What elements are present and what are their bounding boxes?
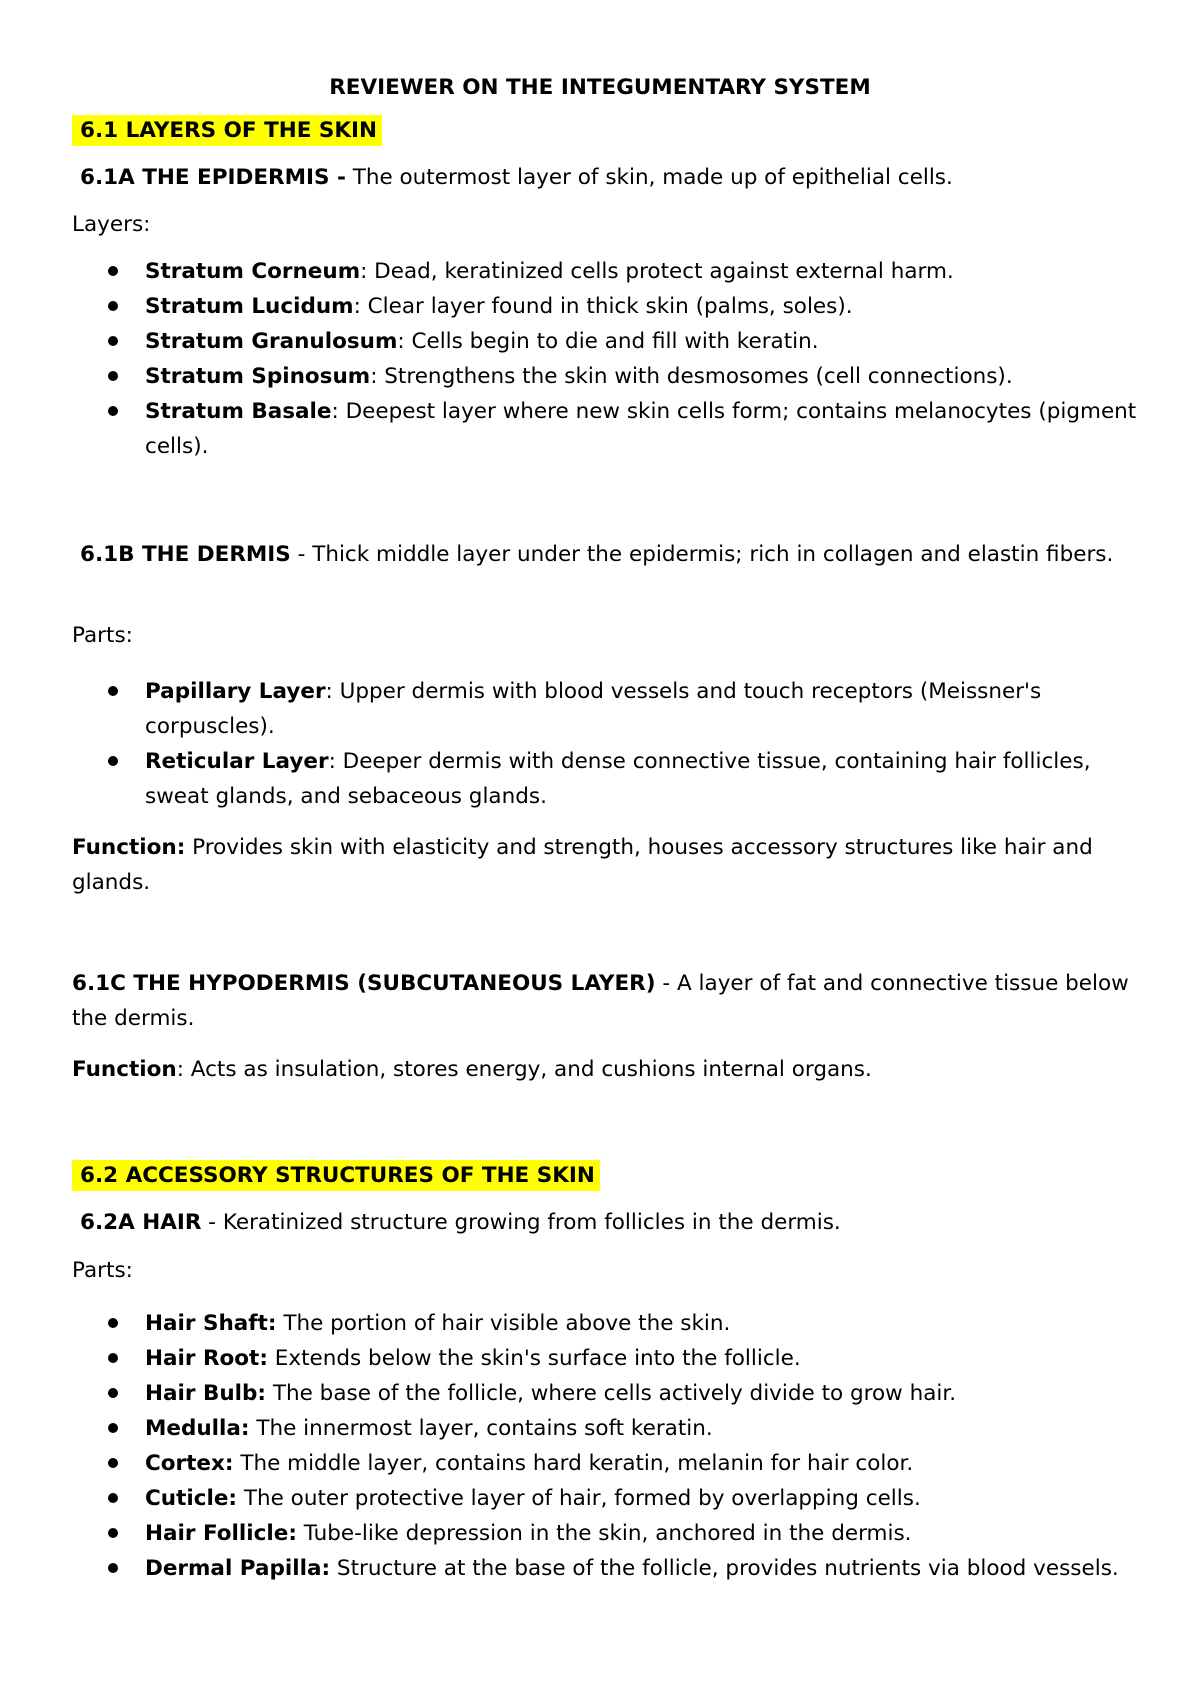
bullet-icon bbox=[108, 1353, 118, 1363]
highlighted-heading: 6.2 ACCESSORY STRUCTURES OF THE SKIN bbox=[72, 1160, 600, 1191]
list-item bbox=[0, 1306, 1140, 1341]
definition: Extends below the skin's surface into the follicle. bbox=[267, 1346, 801, 1371]
bullet-icon bbox=[108, 1528, 118, 1538]
function-text: : Acts as insulation, stores energy, and cushions internal organs. bbox=[176, 1057, 872, 1082]
bullet-icon bbox=[108, 1493, 118, 1503]
function-label: Function: bbox=[72, 835, 186, 860]
definition: : Upper dermis with blood vessels and touch receptors (Meissner's corpuscles). bbox=[145, 679, 1042, 739]
list-item bbox=[0, 394, 1140, 464]
parts-label: Parts: bbox=[72, 1258, 133, 1283]
section-heading-6-2 bbox=[72, 1158, 1132, 1193]
term: Stratum Spinosum bbox=[145, 364, 371, 389]
definition: : Deeper dermis with dense connective tissue, containing hair follicles, sweat glands, and sebaceous glands. bbox=[145, 749, 1091, 809]
bullet-icon bbox=[108, 336, 118, 346]
hair-description: - Keratinized structure growing from follicles in the dermis. bbox=[201, 1210, 841, 1235]
document-title: REVIEWER ON THE INTEGUMENTARY SYSTEM bbox=[329, 75, 871, 100]
bullet-icon bbox=[108, 756, 118, 766]
list-item bbox=[0, 1516, 1140, 1551]
hypodermis-title: 6.1C THE HYPODERMIS (SUBCUTANEOUS LAYER) bbox=[72, 971, 656, 996]
hypodermis-description: - A layer of fat and connective tissue below the dermis. bbox=[72, 971, 1129, 1031]
list-item bbox=[0, 1481, 1140, 1516]
definition: Structure at the base of the follicle, provides nutrients via blood vessels. bbox=[330, 1556, 1119, 1581]
dermis-parts-list bbox=[0, 674, 1140, 814]
bullet-icon bbox=[108, 1563, 118, 1573]
term: Stratum Lucidum bbox=[145, 294, 354, 319]
hypodermis-function bbox=[72, 1052, 1132, 1087]
term: Cortex: bbox=[145, 1451, 234, 1476]
bullet-icon bbox=[108, 371, 118, 381]
term: Medulla: bbox=[145, 1416, 250, 1441]
definition: The middle layer, contains hard keratin, melanin for hair color. bbox=[233, 1451, 914, 1476]
dermis-function bbox=[72, 830, 1132, 900]
epidermis-heading bbox=[72, 160, 1140, 195]
function-label: Function bbox=[72, 1057, 177, 1082]
definition: The innermost layer, contains soft keratin. bbox=[249, 1416, 713, 1441]
epidermis-layers-list bbox=[0, 254, 1140, 464]
term: Hair Shaft: bbox=[145, 1311, 277, 1336]
dermis-description: - Thick middle layer under the epidermis; rich in collagen and elastin fibers. bbox=[290, 542, 1114, 567]
hair-parts-list bbox=[0, 1306, 1140, 1586]
list-item bbox=[0, 324, 1140, 359]
term: Stratum Corneum bbox=[145, 259, 361, 284]
term: Hair Root: bbox=[145, 1346, 268, 1371]
parts-label: Parts: bbox=[72, 623, 133, 648]
definition: : Clear layer found in thick skin (palms, soles). bbox=[353, 294, 853, 319]
term: Hair Follicle: bbox=[145, 1521, 297, 1546]
bullet-icon bbox=[108, 1423, 118, 1433]
bullet-icon bbox=[108, 686, 118, 696]
list-item bbox=[0, 1551, 1140, 1586]
bullet-icon bbox=[108, 1388, 118, 1398]
epidermis-description: The outermost layer of skin, made up of epithelial cells. bbox=[345, 165, 953, 190]
bullet-icon bbox=[108, 1458, 118, 1468]
definition: : Cells begin to die and fill with keratin. bbox=[397, 329, 819, 354]
definition: Tube-like depression in the skin, anchored in the dermis. bbox=[296, 1521, 912, 1546]
function-text: Provides skin with elasticity and strength, houses accessory structures like hair and glands. bbox=[72, 835, 1093, 895]
term: Stratum Granulosum bbox=[145, 329, 398, 354]
dermis-title: 6.1B THE DERMIS bbox=[80, 542, 291, 567]
list-item bbox=[0, 289, 1140, 324]
list-item bbox=[0, 1446, 1140, 1481]
bullet-icon bbox=[108, 406, 118, 416]
term: Dermal Papilla: bbox=[145, 1556, 331, 1581]
hair-title: 6.2A HAIR bbox=[80, 1210, 202, 1235]
dermis-heading bbox=[72, 537, 1140, 572]
list-item bbox=[0, 254, 1140, 289]
list-item bbox=[0, 1411, 1140, 1446]
definition: The outer protective layer of hair, formed by overlapping cells. bbox=[237, 1486, 921, 1511]
epidermis-title: 6.1A THE EPIDERMIS - bbox=[80, 165, 346, 190]
list-item bbox=[0, 674, 1140, 744]
term: Hair Bulb: bbox=[145, 1381, 267, 1406]
term: Papillary Layer bbox=[145, 679, 326, 704]
term: Stratum Basale bbox=[145, 399, 332, 424]
hair-heading bbox=[72, 1205, 1140, 1240]
bullet-icon bbox=[108, 301, 118, 311]
definition: The portion of hair visible above the skin. bbox=[276, 1311, 731, 1336]
bullet-icon bbox=[108, 266, 118, 276]
term: Reticular Layer bbox=[145, 749, 329, 774]
layers-label: Layers: bbox=[72, 212, 151, 237]
definition: : Dead, keratinized cells protect against external harm. bbox=[360, 259, 954, 284]
list-item bbox=[0, 744, 1140, 814]
term: Cuticle: bbox=[145, 1486, 238, 1511]
highlighted-heading: 6.1 LAYERS OF THE SKIN bbox=[72, 115, 382, 146]
definition: : Strengthens the skin with desmosomes (cell connections). bbox=[370, 364, 1013, 389]
list-item bbox=[0, 1376, 1140, 1411]
list-item bbox=[0, 359, 1140, 394]
hypodermis-heading bbox=[72, 966, 1132, 1036]
bullet-icon bbox=[108, 1318, 118, 1328]
definition: The base of the follicle, where cells actively divide to grow hair. bbox=[266, 1381, 957, 1406]
definition: : Deepest layer where new skin cells form; contains melanocytes (pigment cells). bbox=[145, 399, 1137, 459]
section-heading-6-1 bbox=[72, 113, 1132, 148]
list-item bbox=[0, 1341, 1140, 1376]
